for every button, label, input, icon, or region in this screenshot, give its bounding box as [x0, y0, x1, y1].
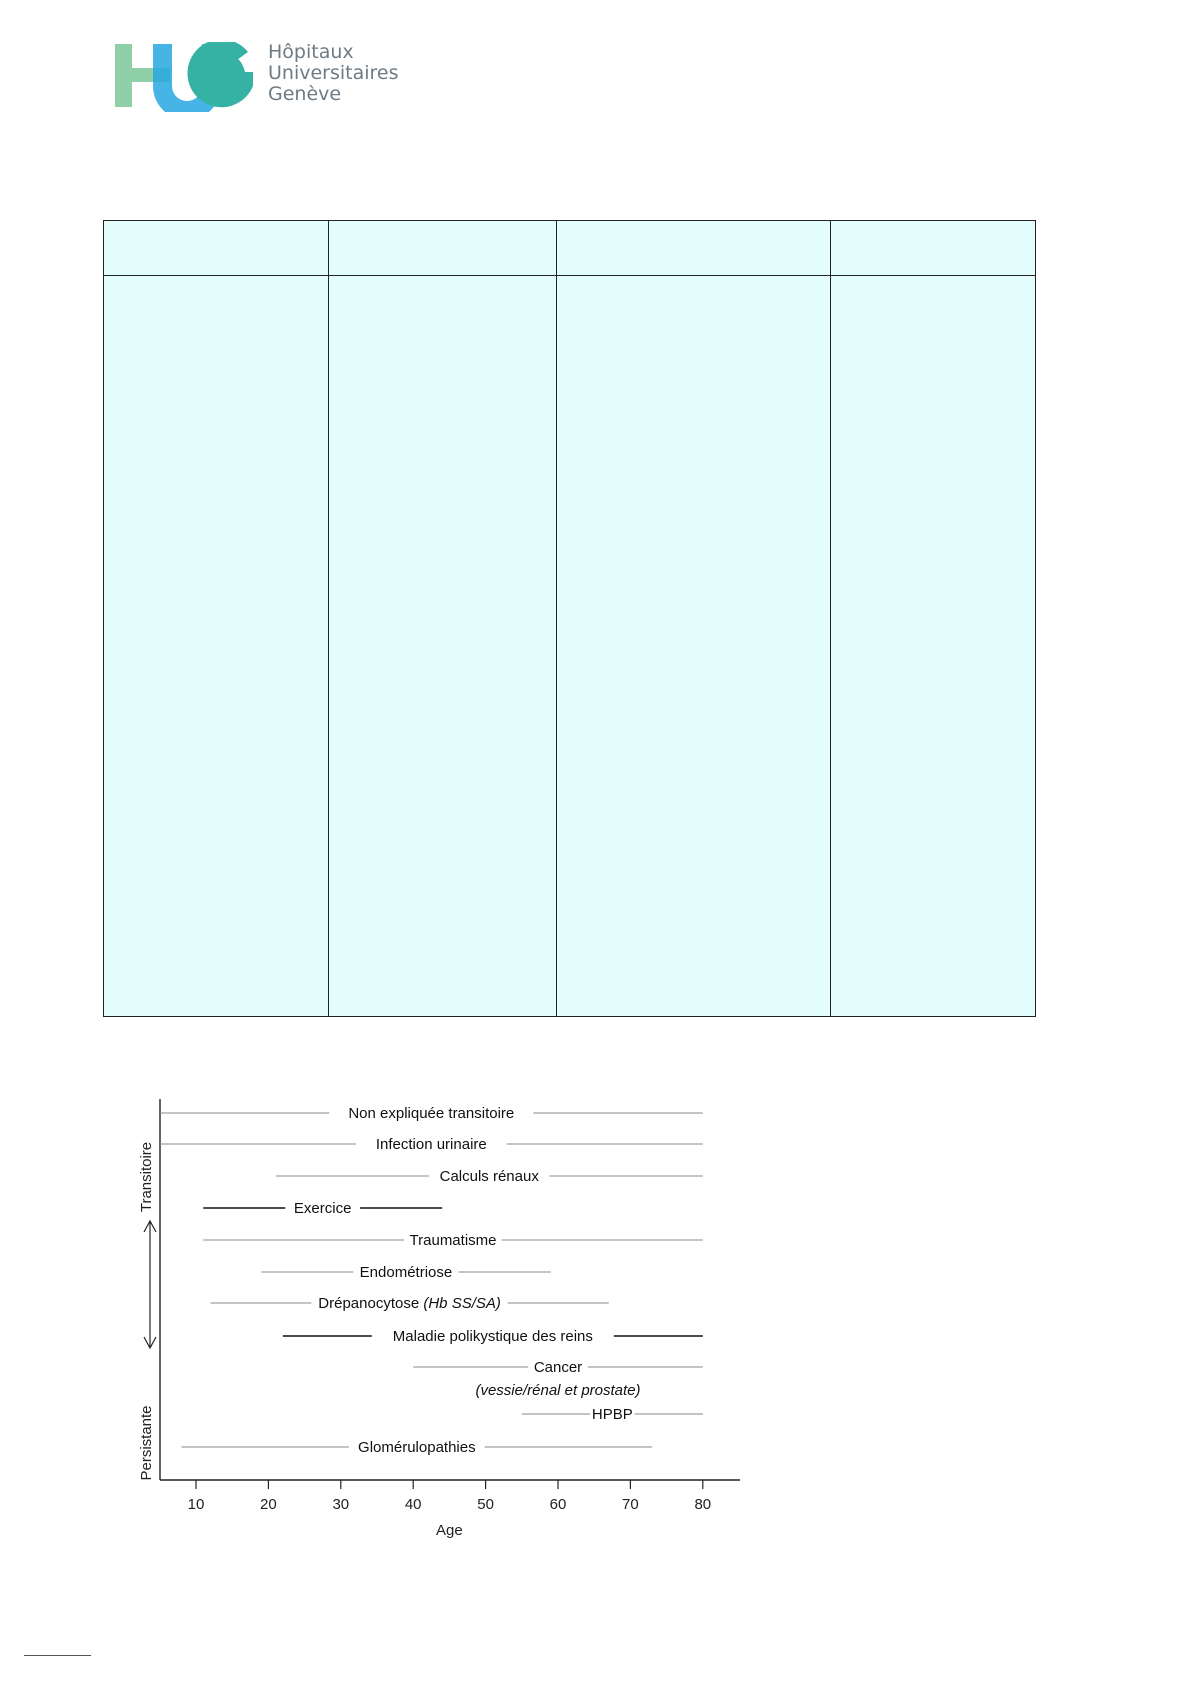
logo-line-2: Universitaires: [268, 62, 399, 84]
range-label-italic: (Hb SS/SA): [419, 1295, 501, 1312]
range-label-name: Exercice: [293, 1200, 352, 1217]
range-label-name: Maladie polikystique des reins: [392, 1328, 593, 1345]
range-label-name: Non expliquée transitoire: [348, 1105, 515, 1122]
x-tick-label: 70: [622, 1496, 639, 1513]
range-label-name: Cancer: [533, 1359, 583, 1376]
x-tick-label: 80: [694, 1496, 712, 1513]
range-label-name: Calculs rénaux: [439, 1168, 539, 1185]
table-header-cell: [104, 221, 329, 276]
table-cell: [831, 276, 1036, 1017]
logo-wordmark: [268, 42, 399, 105]
range-label: [376, 1136, 487, 1153]
table-header-row: [104, 221, 1036, 276]
table-cell: [557, 276, 831, 1017]
table-header-cell: [329, 221, 557, 276]
x-axis-label: Age: [436, 1522, 463, 1539]
range-label: [440, 1168, 540, 1185]
range-label-name: Drépanocytose: [318, 1295, 420, 1312]
table-cell: [329, 276, 557, 1017]
range-label-name: Infection urinaire: [375, 1136, 487, 1153]
range-label: [360, 1264, 453, 1281]
range-sublabel: (vessie/rénal et prostate): [475, 1382, 641, 1399]
table-header-cell: [557, 221, 831, 276]
table-row: [104, 276, 1036, 1017]
range-label: [358, 1439, 476, 1456]
table-cell: [104, 276, 329, 1017]
range-label-name: Glomérulopathies: [358, 1439, 476, 1456]
range-label: [534, 1359, 582, 1376]
range-label: [348, 1105, 514, 1122]
range-label: [410, 1232, 497, 1249]
x-tick-label: 40: [404, 1496, 422, 1513]
hematuria-age-chart: [130, 1095, 760, 1555]
range-label-name: HPBP: [591, 1406, 633, 1423]
y-label-transitoire: Transitoire: [138, 1141, 155, 1213]
y-label-persistante: Persistante: [138, 1405, 155, 1481]
footnote-rule: [24, 1655, 91, 1656]
table-header-cell: [831, 221, 1036, 276]
range-label: [318, 1295, 501, 1312]
range-label: [393, 1328, 593, 1345]
range-label: [592, 1406, 633, 1423]
x-tick-label: 60: [549, 1496, 567, 1513]
range-label: [294, 1200, 352, 1217]
x-tick-label: 30: [332, 1496, 350, 1513]
x-tick-label: 20: [260, 1496, 277, 1513]
logo-line-3: Genève: [268, 83, 342, 105]
x-tick-label: 10: [187, 1496, 205, 1513]
range-label-name: Traumatisme: [409, 1232, 497, 1249]
logo-line-1: Hôpitaux: [268, 41, 354, 63]
range-label-name: Endométriose: [359, 1264, 453, 1281]
x-tick-label: 50: [477, 1496, 494, 1513]
content-table: [103, 220, 1036, 1017]
